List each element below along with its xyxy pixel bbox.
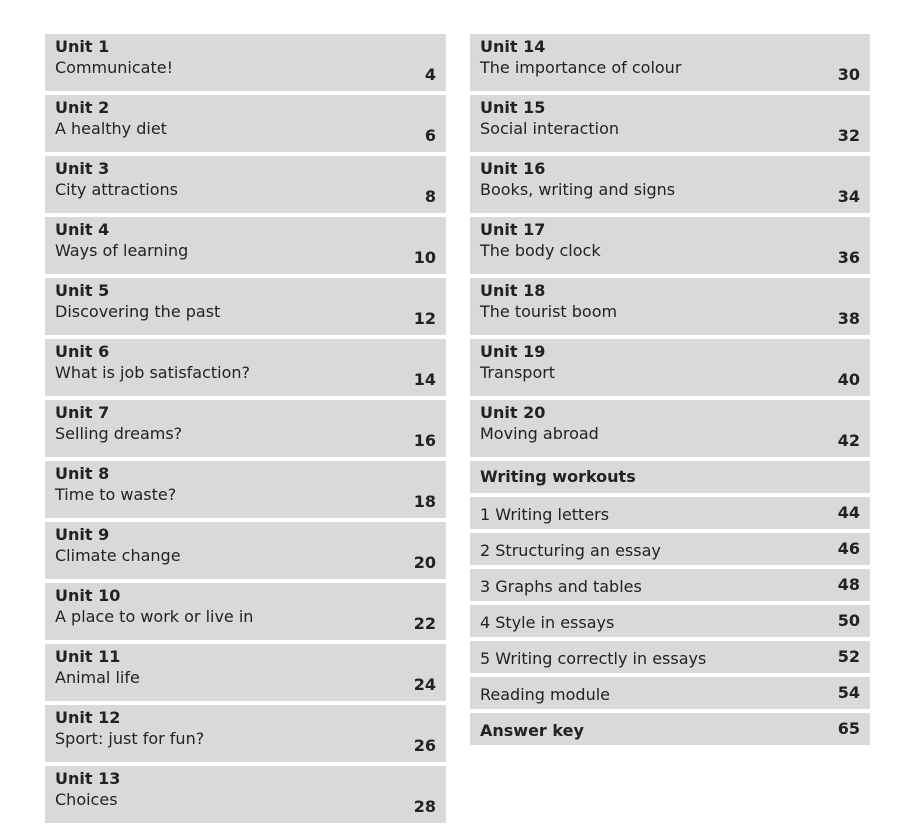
unit-title: The tourist boom [480,302,618,321]
page-number: 4 [424,65,436,84]
section-heading: Writing workouts [480,467,636,486]
toc-entry-unit-7[interactable] [45,400,446,457]
page-number: 26 [413,736,436,755]
toc-entry-unit-10[interactable] [45,583,446,640]
contents-left-column [45,34,446,827]
page-number: 46 [837,539,860,558]
page-number: 32 [837,126,860,145]
toc-entry-unit-2[interactable] [45,95,446,152]
page-number: 36 [837,248,860,267]
unit-label: Unit 9 [55,525,110,544]
unit-title: The importance of colour [480,58,682,77]
unit-title: Discovering the past [55,302,221,321]
unit-title: City attractions [55,180,178,199]
unit-title: Social interaction [480,119,620,138]
page-number: 16 [413,431,436,450]
entry-title: 3 Graphs and tables [480,577,642,596]
unit-label: Unit 14 [480,37,546,56]
unit-title: The body clock [480,241,601,260]
toc-entry-unit-5[interactable] [45,278,446,335]
unit-label: Unit 5 [55,281,110,300]
unit-label: Unit 20 [480,403,546,422]
unit-label: Unit 11 [55,647,121,666]
entry-title: 4 Style in essays [480,613,615,632]
page-number: 20 [413,553,436,572]
toc-entry-writing-4[interactable] [470,605,870,637]
toc-entry-unit-4[interactable] [45,217,446,274]
toc-entry-unit-20[interactable] [470,400,870,457]
unit-label: Unit 16 [480,159,546,178]
unit-label: Unit 19 [480,342,546,361]
entry-title: Reading module [480,685,610,704]
page-number: 18 [413,492,436,511]
unit-title: Books, writing and signs [480,180,676,199]
toc-entry-unit-12[interactable] [45,705,446,762]
unit-label: Unit 17 [480,220,546,239]
toc-entry-unit-14[interactable] [470,34,870,91]
toc-entry-writing-2[interactable] [470,533,870,565]
page-number: 65 [837,719,860,738]
toc-entry-unit-17[interactable] [470,217,870,274]
unit-label: Unit 8 [55,464,110,483]
toc-entry-unit-1[interactable] [45,34,446,91]
unit-title: What is job satisfaction? [55,363,251,382]
page-number: 40 [837,370,860,389]
page-number: 24 [413,675,436,694]
unit-title: Ways of learning [55,241,189,260]
page-number: 54 [837,683,860,702]
unit-label: Unit 2 [55,98,110,117]
unit-title: Animal life [55,668,140,687]
unit-title: Time to waste? [55,485,177,504]
unit-title: A healthy diet [55,119,167,138]
unit-label: Unit 3 [55,159,110,178]
page-number: 48 [837,575,860,594]
page-number: 14 [413,370,436,389]
unit-title: Communicate! [55,58,173,77]
unit-label: Unit 1 [55,37,110,56]
unit-title: A place to work or live in [55,607,254,626]
entry-title: Answer key [480,721,584,740]
page-number: 12 [413,309,436,328]
unit-title: Transport [480,363,556,382]
page-number: 44 [837,503,860,522]
toc-entry-unit-3[interactable] [45,156,446,213]
unit-label: Unit 10 [55,586,121,605]
page-number: 28 [413,797,436,816]
toc-entry-reading-module[interactable] [470,677,870,709]
unit-label: Unit 18 [480,281,546,300]
contents-right-column [470,34,870,749]
toc-entry-unit-16[interactable] [470,156,870,213]
unit-label: Unit 7 [55,403,110,422]
toc-entry-unit-9[interactable] [45,522,446,579]
toc-entry-writing-3[interactable] [470,569,870,601]
toc-entry-unit-19[interactable] [470,339,870,396]
toc-entry-unit-15[interactable] [470,95,870,152]
unit-title: Choices [55,790,118,809]
page-number: 30 [837,65,860,84]
entry-title: 1 Writing letters [480,505,610,524]
entry-title: 2 Structuring an essay [480,541,661,560]
writing-workouts-heading [470,461,870,493]
toc-entry-writing-1[interactable] [470,497,870,529]
entry-title: 5 Writing correctly in essays [480,649,707,668]
unit-label: Unit 4 [55,220,110,239]
page-number: 10 [413,248,436,267]
page-number: 6 [424,126,436,145]
unit-title: Sport: just for fun? [55,729,205,748]
unit-title: Selling dreams? [55,424,183,443]
page-number: 50 [837,611,860,630]
page-number: 52 [837,647,860,666]
unit-title: Moving abroad [480,424,599,443]
toc-entry-unit-8[interactable] [45,461,446,518]
page-number: 42 [837,431,860,450]
page-number: 22 [413,614,436,633]
unit-label: Unit 13 [55,769,121,788]
toc-entry-writing-5[interactable] [470,641,870,673]
toc-entry-unit-18[interactable] [470,278,870,335]
unit-label: Unit 15 [480,98,546,117]
toc-entry-unit-13[interactable] [45,766,446,823]
toc-entry-unit-6[interactable] [45,339,446,396]
page-number: 8 [424,187,436,206]
toc-entry-answer-key[interactable] [470,713,870,745]
unit-label: Unit 12 [55,708,121,727]
page-number: 38 [837,309,860,328]
toc-entry-unit-11[interactable] [45,644,446,701]
unit-title: Climate change [55,546,181,565]
unit-label: Unit 6 [55,342,110,361]
page-number: 34 [837,187,860,206]
